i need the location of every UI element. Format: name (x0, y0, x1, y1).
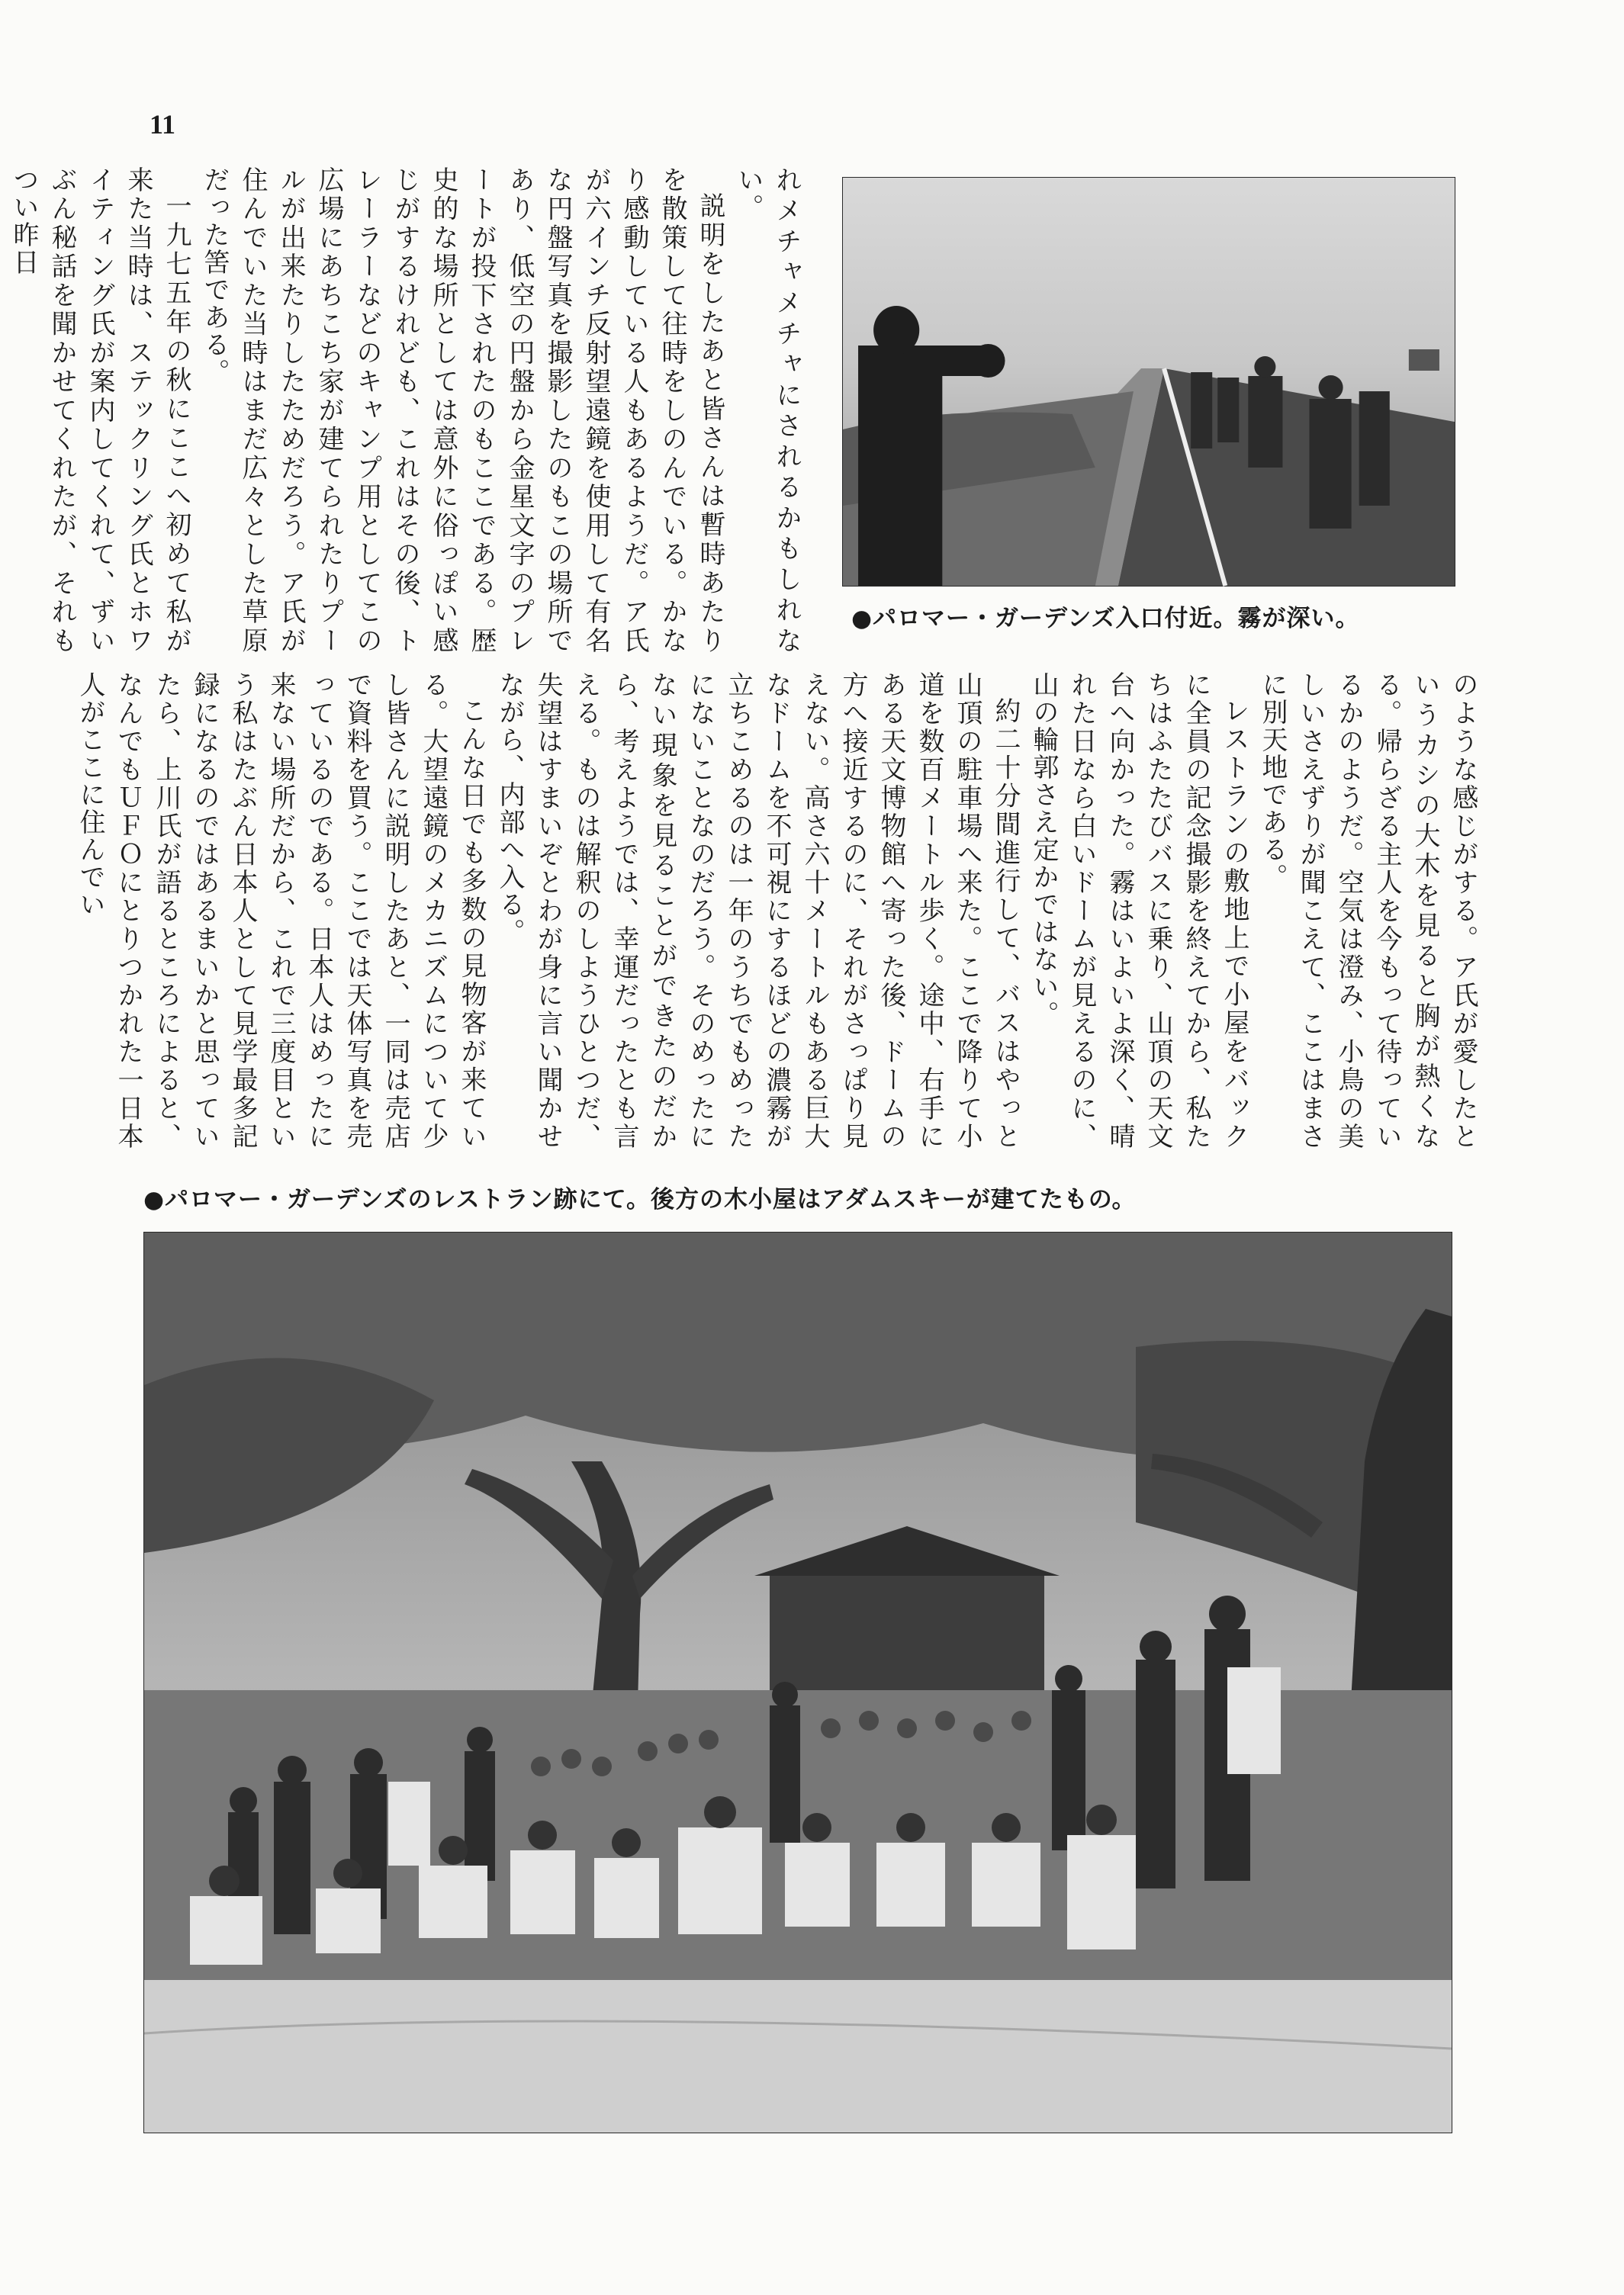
paragraph: のような感じがする。ア氏が愛したというカシの大木を見ると胸が熱くなる。帰らざる主人を今もって待っているかのようだ。空気は澄み、小鳥の美しいさえずりが聞こえて、ここはまさに別天地である。 (1257, 671, 1478, 1150)
paragraph: れメチャメチャにされるかもしれない。 (733, 166, 802, 654)
text-column-middle (75, 671, 1482, 1150)
caption-photo-2: ●パロマー・ガーデンズのレストラン跡にて。後方の木小屋はアダムスキーが建てたもの。 (143, 1186, 1137, 1213)
text-column-top-left (8, 166, 806, 654)
paragraph: 約二十分間進行して、バスはやっと山頂の駐車場へ来た。ここで降りて小道を数百メートル歩く。途中、右手にある天文博物館へ寄った後、ドームの方へ接近するのに、それがさっぱり見えない。高さ六十メートルもある巨大なドームを不可視にするほどの濃霧が立ちこめるのは一年のうちでもめったにないことなのだろう。そのめったにない現象を見ることができたのだから、考えようでは、幸運だったとも言える。ものは解釈のしようひとつだ、失望はすまいぞとわが身に言い聞かせながら、内部へ入る。 (494, 671, 1021, 1150)
paragraph: レストランの敷地上で小屋をバックに全員の記念撮影を終えてから、私たちはふたたびバスに乗り、山頂の天文台へ向かった。霧はいよいよ深く、晴れた日なら白いドームが見えるのに、山の輪郭さえ定かではない。 (1028, 671, 1249, 1150)
page-number: 11 (150, 109, 176, 140)
paragraph: 一九七五年の秋にここへ初めて私が来た当時は、ステックリング氏とホワイティング氏が案内してくれて、ずいぶん秘話を聞かせてくれたが、それもつい昨日 (8, 166, 191, 654)
paragraph: こんな日でも多数の見物客が来ている。大望遠鏡のメカニズムについて少し皆さんに説明したあと、一同は売店で資料を買う。ここでは天体写真を売っているのである。日本人はめったに来ない場所だから、これで三度目という私はたぶん日本人として見学最多記録になるのではあるまいかと思っていたら、上川氏が語るところによると、なんでもＵＦＯにとりつかれた一日本人がここに住んでい (75, 671, 487, 1150)
caption-photo-1: ●パロマー・ガーデンズ入口付近。霧が深い。 (851, 605, 1360, 632)
photo-group-portrait (143, 1232, 1452, 2133)
photo-foggy-road-entrance (842, 177, 1455, 587)
paragraph: 説明をしたあと皆さんは暫時あたりを散策して往時をしのんでいる。かなり感動している人もあるようだ。ア氏が六インチ反射望遠鏡を使用して有名な円盤写真を撮影したのもこの場所であり、低空の円盤から金星文字のプレートが投下されたのもここである。歴史的な場所としては意外に俗っぽい感じがするけれども、これはその後、トレーラーなどのキャンプ用としてこの広場にあちこち家が建てられたりプールが出来たりしたためだろう。ア氏が住んでいた当時はまだ広々とした草原だった筈である。 (199, 166, 725, 654)
